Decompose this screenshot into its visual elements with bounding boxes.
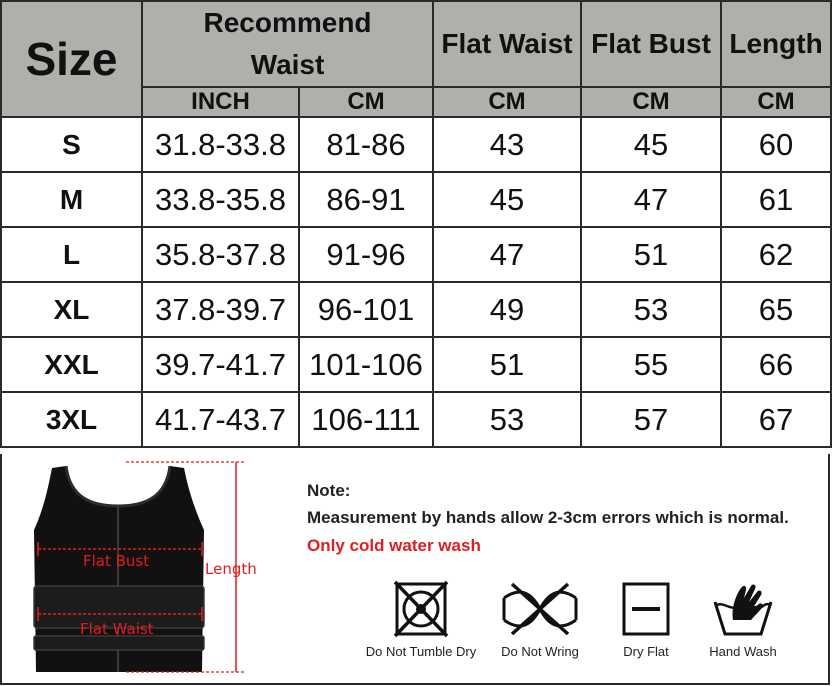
table-row — [1, 337, 831, 392]
table-row — [1, 227, 831, 282]
care-item-tumble — [361, 580, 481, 659]
care-label: Dry Flat — [623, 644, 669, 659]
length-cell: 66 — [721, 337, 831, 392]
note-measurement: Measurement by hands allow 2-3cm errors which is normal. — [307, 508, 789, 527]
header-inch: INCH — [142, 87, 299, 117]
table-row — [1, 172, 831, 227]
table-row — [1, 282, 831, 337]
flat-waist-cell: 45 — [433, 172, 581, 227]
size-cell: L — [1, 227, 142, 282]
flat-bust-cell: 47 — [581, 172, 721, 227]
flat-bust-cell: 45 — [581, 117, 721, 172]
care-label: Hand Wash — [709, 644, 777, 659]
header-cm-length: CM — [721, 87, 831, 117]
waist-inch-cell: 31.8-33.8 — [142, 117, 299, 172]
waist-cm-cell: 96-101 — [299, 282, 433, 337]
header-cm-flat-bust: CM — [581, 87, 721, 117]
flat-waist-cell: 43 — [433, 117, 581, 172]
header-flat-bust: Flat Bust — [581, 1, 721, 87]
waist-cm-cell: 81-86 — [299, 117, 433, 172]
table-row — [1, 392, 831, 447]
length-cell: 67 — [721, 392, 831, 447]
waist-inch-cell: 35.8-37.8 — [142, 227, 299, 282]
waist-cm-cell: 101-106 — [299, 337, 433, 392]
length-cell: 61 — [721, 172, 831, 227]
waist-inch-cell: 41.7-43.7 — [142, 392, 299, 447]
note-wash: Only cold water wash — [307, 536, 481, 555]
vest-diagram — [8, 458, 298, 680]
dry-flat-icon — [620, 580, 672, 638]
size-cell: 3XL — [1, 392, 142, 447]
length-cell: 60 — [721, 117, 831, 172]
care-label: Do Not Tumble Dry — [365, 644, 477, 659]
flat-waist-cell: 51 — [433, 337, 581, 392]
do-not-wring-icon — [500, 580, 580, 638]
waist-inch-cell: 37.8-39.7 — [142, 282, 299, 337]
length-cell: 62 — [721, 227, 831, 282]
flat-bust-cell: 55 — [581, 337, 721, 392]
care-item-hand-wash — [683, 580, 803, 659]
info-panel — [0, 454, 830, 685]
header-flat-waist: Flat Waist — [433, 1, 581, 87]
flat-bust-cell: 51 — [581, 227, 721, 282]
table-row — [1, 117, 831, 172]
waist-inch-cell: 39.7-41.7 — [142, 337, 299, 392]
flat-waist-label: Flat Waist — [80, 620, 154, 638]
waist-cm-cell: 86-91 — [299, 172, 433, 227]
size-cell: M — [1, 172, 142, 227]
header-cm-flat-waist: CM — [433, 87, 581, 117]
flat-waist-cell: 47 — [433, 227, 581, 282]
flat-bust-cell: 57 — [581, 392, 721, 447]
do-not-tumble-dry-icon — [391, 580, 451, 638]
header-length: Length — [721, 1, 831, 87]
flat-waist-cell: 49 — [433, 282, 581, 337]
flat-bust-cell: 53 — [581, 282, 721, 337]
hand-wash-icon — [711, 580, 775, 638]
length-label: Length — [205, 560, 257, 578]
size-cell: XXL — [1, 337, 142, 392]
size-cell: XL — [1, 282, 142, 337]
care-label: Do Not Wring — [501, 644, 579, 659]
flat-waist-cell: 53 — [433, 392, 581, 447]
flat-bust-label: Flat Bust — [83, 552, 150, 570]
note-title: Note: — [307, 481, 351, 500]
waist-cm-cell: 91-96 — [299, 227, 433, 282]
length-cell: 65 — [721, 282, 831, 337]
waist-cm-cell: 106-111 — [299, 392, 433, 447]
waist-inch-cell: 33.8-35.8 — [142, 172, 299, 227]
header-size: Size — [1, 1, 142, 117]
size-cell: S — [1, 117, 142, 172]
header-recommend-waist: Recommend Waist — [142, 1, 433, 87]
header-cm-waist: CM — [299, 87, 433, 117]
care-item-wring — [480, 580, 600, 659]
